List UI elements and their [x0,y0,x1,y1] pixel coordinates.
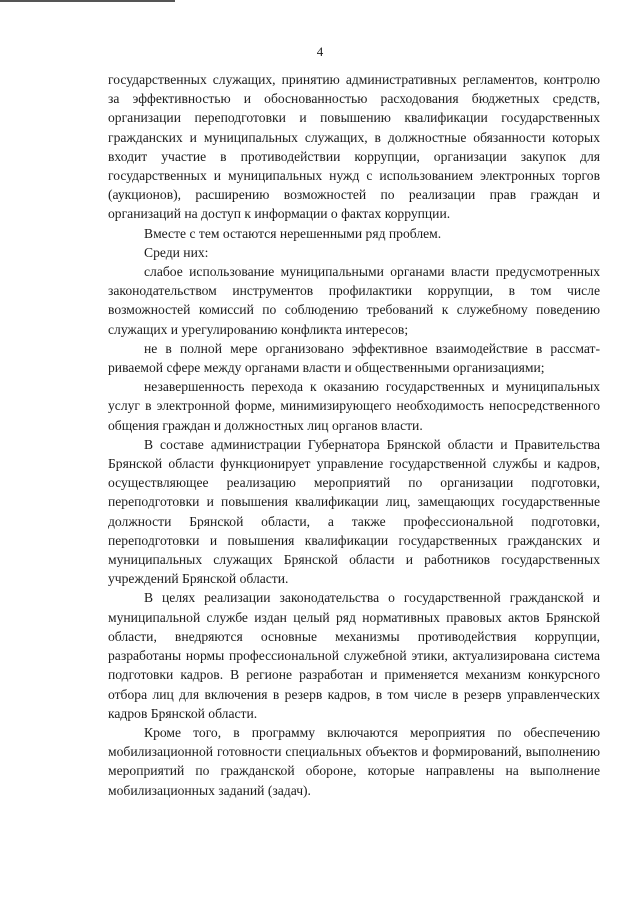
paragraph-problem-1: слабое использование муниципальными органами власти предусмотренных законодательством инструментов профилактики коррупции, в том числе возможностей комиссий по соблюдению требований к служебному поведению служащих и урегулированию конфликта интересов; [108,264,600,337]
paragraph-administration: В составе администрации Губернатора Брянской области и Правительства Брянской области функционирует управление государственной службы и кадров, осуществляющее реализацию мероприятий по организации подготовки, переподготовки и повышения квалификации лиц, замещающих государственные должности Брянской области, а также профессиональной подготовки, переподготовки и повышения квалификации государственных гражданских и муниципальных служащих Брянской области и работников государственных учреждений Брянской области. [108,436,600,587]
paragraph-among-them: Среди них: [144,244,209,260]
document-body [108,70,600,800]
top-rule [0,0,175,2]
paragraph-problem-2: не в полной мере организовано эффективное взаимодействие в рассматриваемой сфере между органами власти и общественными организациями; [108,340,600,376]
paragraph-problems-intro: Вместе с тем остаются нерешенными ряд проблем. [144,225,442,241]
page-number: 4 [316,44,324,59]
paragraph-continuation: государственных служащих, принятию административных регламентов, контролю за эффективностью и обоснованностью расходования бюджетных средств, организации переподготовки и повышению квалификации государственных гражданских и муниципальных служащих, в должностные обязанности которых входит участие в противодействии коррупции, организации закупок для государственных и муниципальных нужд с использованием электронных торгов (аукционов), расширению возможностей по реализации прав граждан и организаций на доступ к информации о фактах коррупции. [108,72,600,222]
paragraph-mobilization: Кроме того, в программу включаются мероприятия по обеспечению мобилизационной готовности специальных объектов и формирований, выполнению мероприятий по гражданской обороне, которые направлены на выполнение мобилизационных заданий (задач). [108,724,600,798]
paragraph-legislation: В целях реализации законодательства о государственной гражданской и муниципальной службе издан целый ряд нормативных правовых актов Брянской области, внедряются основные механизмы противодействия коррупции, разработаны нормы профессиональной служебной этики, актуализирована система подготовки кадров. В регионе разработан и применяется механизм конкурсного отбора лиц для включения в резерв кадров, в том числе в резерв управленческих кадров Брянской области. [108,590,600,721]
paragraph-problem-3: незавершенность перехода к оказанию государственных и муниципальных услуг в электронной форме, минимизирующего необходимость непосредственного общения граждан и должностных лиц органов власти. [108,379,600,433]
